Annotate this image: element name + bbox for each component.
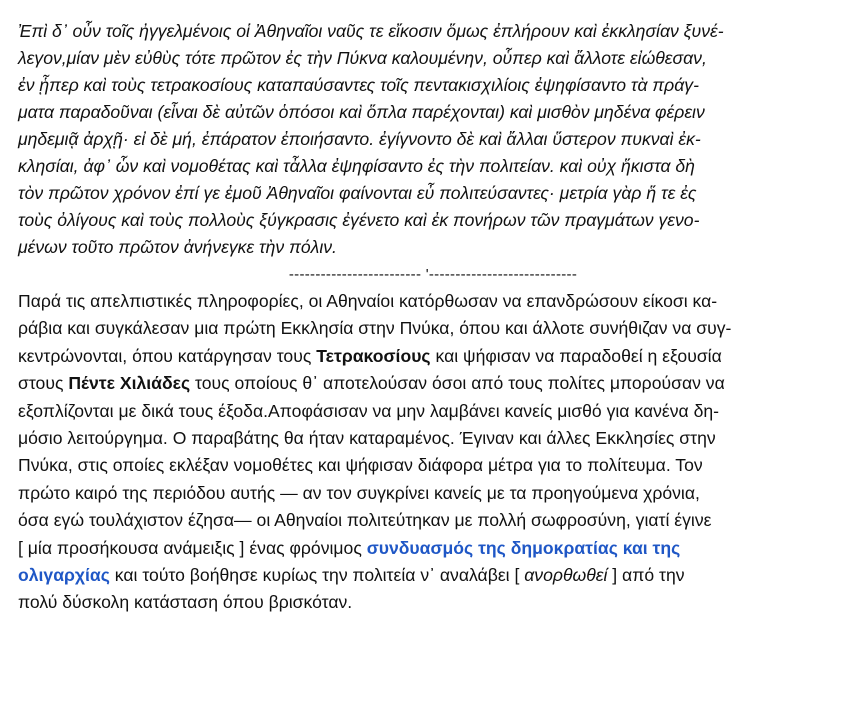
section-separator: ------------------------- '----------------------------	[288, 266, 578, 283]
line-text: [ μία προσήκουσα ανάμειξις ] ένας φρόνιμος	[18, 537, 367, 558]
modern-greek-translation	[18, 288, 848, 617]
translation-line: μόσιο λειτούργημα. Ο παραβάτης θα ήταν καταραμένος. Έγιναν και άλλες Εκκλησίες στην	[18, 427, 716, 448]
translation-line	[18, 562, 848, 589]
highlighted-phrase: συνδυασμός της δημοκρατίας και της	[366, 537, 681, 558]
ancient-line: ματα παραδοῦναι (εἶναι δὲ αὐτῶν ὁπόσοι καὶ ὅπλα παρέχονται) καὶ μισθὸν μηδένα φέρειν	[18, 102, 705, 122]
translation-line	[18, 370, 848, 397]
line-text: τους οποίους θ᾽ αποτελούσαν όσοι από τους πολίτες μπορούσαν να	[190, 373, 725, 394]
translation-line: πρώτο καιρό της περιόδου αυτής — αν τον συγκρίνει κανείς με τα προηγούμενα χρόνια,	[18, 482, 700, 503]
italic-gloss: ανορθωθεί	[524, 564, 608, 585]
highlighted-phrase: ολιγαρχίας	[18, 564, 110, 585]
ancient-line: ἐν ᾗπερ καὶ τοὺς τετρακοσίους καταπαύσαντες τοῖς πεντακισχιλίοις ἐψηφίσαντο τὰ πράγ-	[18, 75, 699, 95]
translation-line: ράβια και συγκάλεσαν μια πρώτη Εκκλησία στην Πνύκα, όπου και άλλοτε συνήθιζαν να συγ-	[18, 318, 732, 339]
ancient-line: κλησίαι, ἀφ᾽ ὧν καὶ νομοθέτας καὶ τἆλλα ἐψηφίσαντο ἐς τὴν πολιτείαν. καὶ οὐχ ἥκιστα δὴ	[18, 156, 695, 176]
ancient-line: Ἐπὶ δ᾽ οὖν τοῖς ἠγγελμένοις οἱ Ἀθηναῖοι ναῦς τε εἴκοσιν ὅμως ἐπλήρουν καὶ ἐκκλησίαν ξυνέ-	[18, 21, 724, 41]
translation-line: όσα εγώ τουλάχιστον έζησα— οι Αθηναίοι πολιτεύτηκαν με πολλή σωφροσύνη, γιατί έγινε	[18, 510, 712, 531]
ancient-line: μηδεμιᾷ ἀρχῇ· εἰ δὲ μή, ἐπάρατον ἐποιήσαντο. ἐγίγνοντο δὲ καὶ ἄλλαι ὕστερον πυκναὶ ἐκ-	[18, 129, 701, 149]
ancient-line: τοὺς ὀλίγους καὶ τοὺς πολλοὺς ξύγκρασις ἐγένετο καὶ ἐκ πονήρων τῶν πραγμάτων γενο-	[18, 210, 700, 230]
ancient-line: τὸν πρῶτον χρόνον ἐπί γε ἐμοῦ Ἀθηναῖοι φαίνονται εὖ πολιτεύσαντες· μετρία γὰρ ἥ τε ἐς	[18, 183, 697, 203]
translation-line: Παρά τις απελπιστικές πληροφορίες, οι Αθηναίοι κατόρθωσαν να επανδρώσουν είκοσι κα-	[18, 291, 718, 311]
translation-line: Πνύκα, στις οποίες εκλέξαν νομοθέτες και ψήφισαν διάφορα μέτρα για το πολίτευμα. Τον	[18, 455, 703, 476]
translation-line: πολύ δύσκολη κατάσταση όπου βρισκόταν.	[18, 592, 353, 613]
translation-line: εξοπλίζονται με δικά τους έξοδα.Αποφάσισαν να μην λαμβάνει κανείς μισθό για κανένα δη-	[18, 400, 720, 421]
line-text: και τούτο βοήθησε κυρίως την πολιτεία ν᾽ αναλάβει [	[109, 564, 525, 585]
line-text: στους	[18, 373, 69, 394]
ancient-line: μένων τοῦτο πρῶτον ἀνήνεγκε τὴν πόλιν.	[18, 237, 337, 257]
line-text: και ψήφισαν να παραδοθεί η εξουσία	[430, 345, 722, 366]
bold-term-five-thousand: Πέντε Χιλιάδες	[68, 373, 191, 394]
ancient-line: λεγον,μίαν μὲν εὐθὺς τότε πρῶτον ἐς τὴν Πύκνα καλουμένην, οὗπερ καὶ ἄλλοτε εἰώθεσαν,	[18, 48, 707, 68]
translation-line	[18, 535, 848, 562]
line-text: κεντρώνονται, όπου κατάργησαν τους	[18, 345, 317, 366]
line-text: ] από την	[607, 564, 685, 585]
document-page	[18, 18, 848, 617]
translation-line	[18, 343, 848, 370]
ancient-greek-passage	[18, 18, 848, 261]
bold-term-four-hundred: Τετρακοσίους	[316, 345, 431, 366]
